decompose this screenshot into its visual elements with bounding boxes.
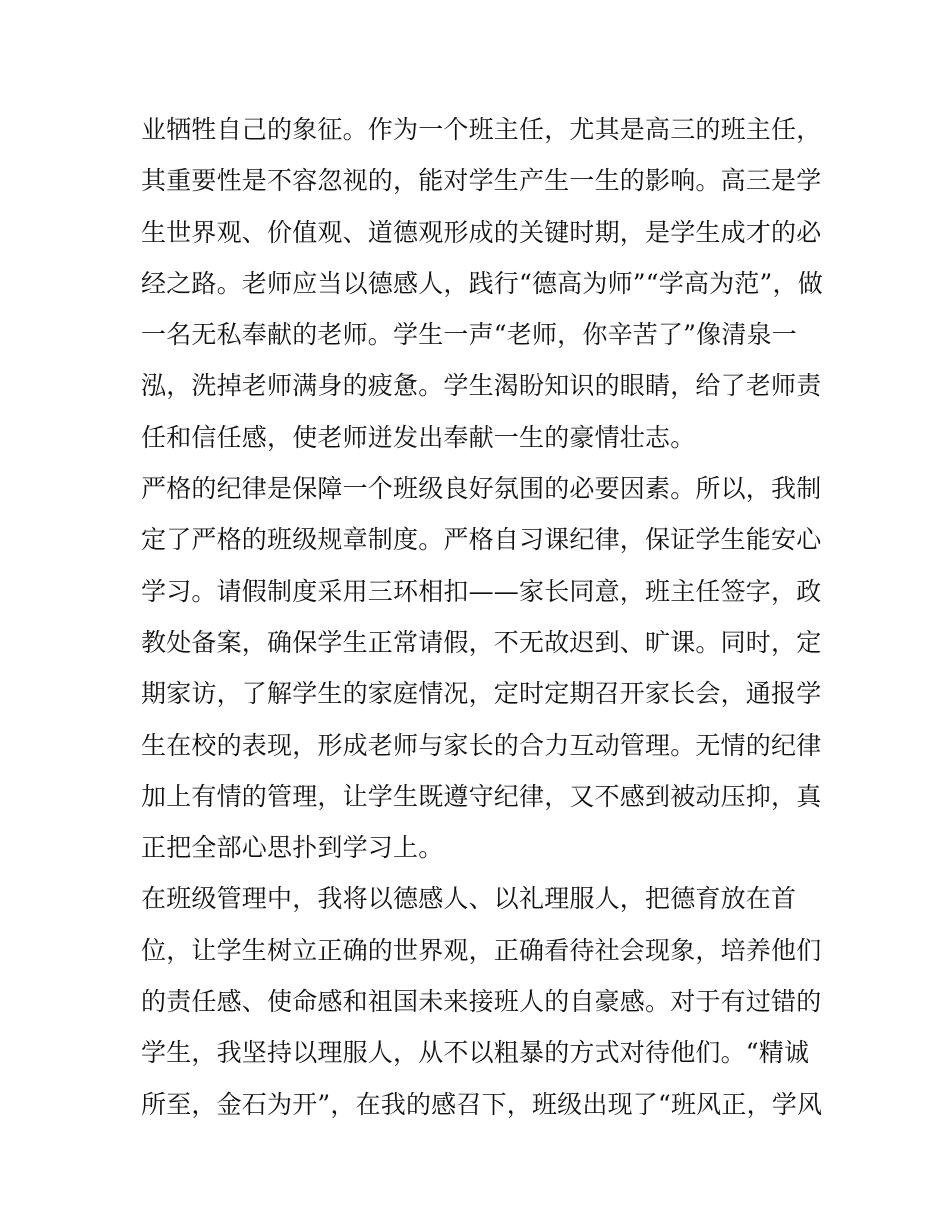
text-line: 位，让学生树立正确的世界观，正确看待社会现象，培养他们 xyxy=(141,935,822,965)
text-line: 严格的纪律是保障一个班级良好氛围的必要因素。所以，我制 xyxy=(141,474,822,504)
text-line: 期家访，了解学生的家庭情况，定时定期召开家长会，通报学 xyxy=(141,679,822,709)
text-line: 所至，金石为开”，在我的感召下，班级出现了“班风正，学风 xyxy=(141,1089,823,1119)
text-line: 一名无私奉献的老师。学生一声“老师，你辛苦了”像清泉一 xyxy=(141,320,797,350)
text-line: 学习。请假制度采用三环相扣——家长同意，班主任签字，政 xyxy=(141,576,822,606)
text-line: 学生，我坚持以理服人，从不以粗暴的方式对待他们。“精诚 xyxy=(141,1038,810,1068)
text-line: 加上有情的管理，让学生既遵守纪律，又不感到被动压抑，真 xyxy=(141,781,822,811)
text-line: 任和信任感，使老师迸发出奉献一生的豪情壮志。 xyxy=(141,422,696,452)
text-line: 正把全部心思扑到学习上。 xyxy=(141,833,444,863)
text-line: 其重要性是不容忽视的，能对学生产生一生的影响。高三是学 xyxy=(141,166,822,196)
text-line: 业牺牲自己的象征。作为一个班主任，尤其是高三的班主任， xyxy=(141,115,822,144)
body-text xyxy=(141,104,821,1130)
text-line: 在班级管理中，我将以德感人、以礼理服人，把德育放在首 xyxy=(141,884,797,914)
text-line: 定了严格的班级规章制度。严格自习课纪律，保证学生能安心 xyxy=(141,525,822,555)
text-line: 经之路。老师应当以德感人，践行“德高为师”“学高为范”，做 xyxy=(141,268,823,298)
text-line: 教处备案，确保学生正常请假，不无故迟到、旷课。同时，定 xyxy=(141,627,822,657)
text-line: 生世界观、价值观、道德观形成的关键时期，是学生成才的必 xyxy=(141,217,822,247)
text-line: 生在校的表现，形成老师与家长的合力互动管理。无情的纪律 xyxy=(141,730,822,760)
text-line: 的责任感、使命感和祖国未来接班人的自豪感。对于有过错的 xyxy=(141,987,822,1017)
text-line: 泓，洗掉老师满身的疲惫。学生渴盼知识的眼睛，给了老师责 xyxy=(141,371,822,401)
